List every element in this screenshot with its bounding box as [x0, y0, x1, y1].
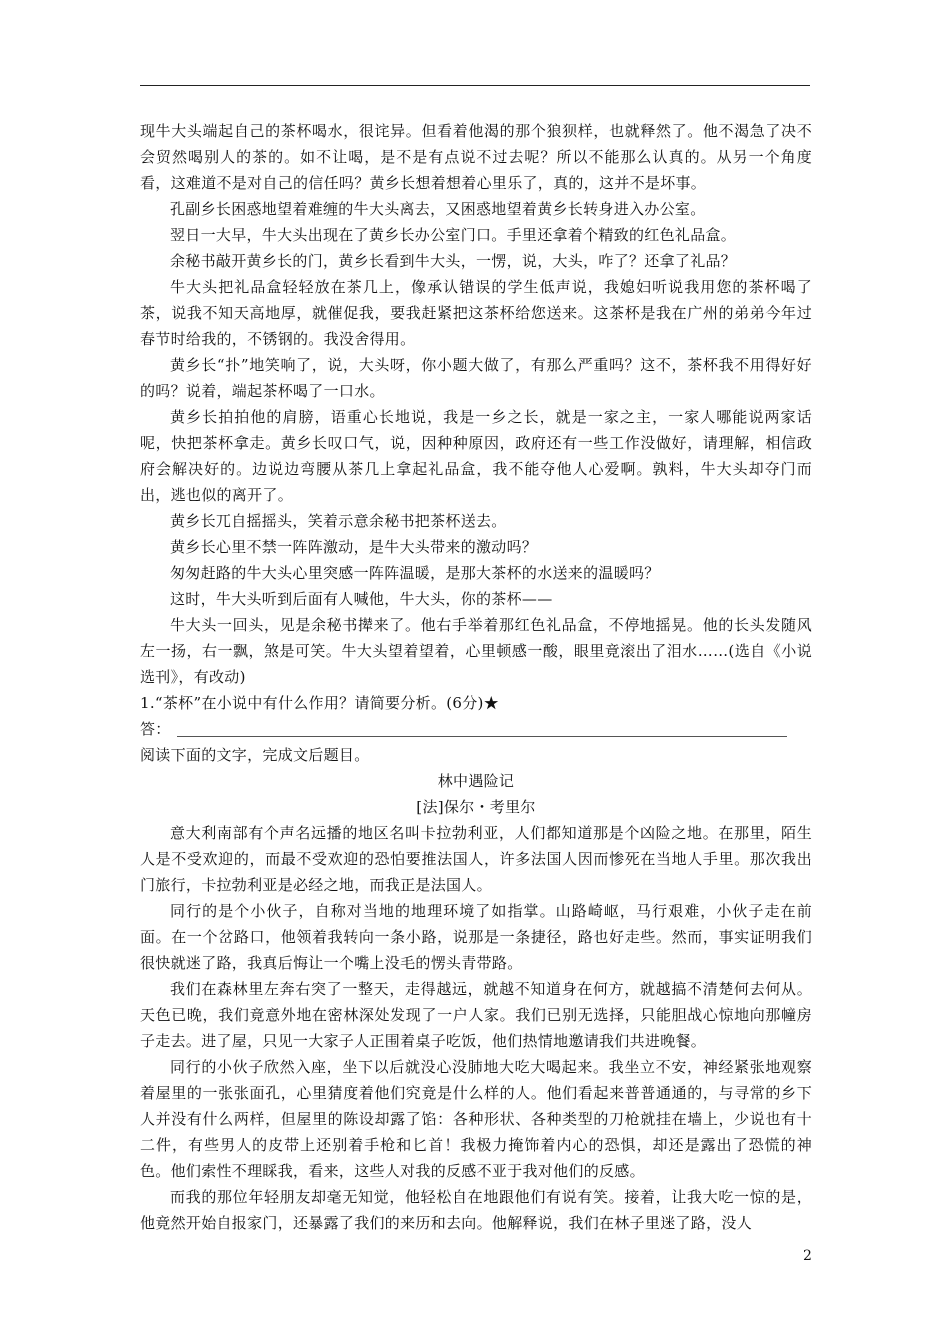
question-1: 1.“茶杯”在小说中有什么作用？请简要分析。(6分)★ [140, 694, 499, 712]
answer-row [140, 716, 812, 742]
answer-line [177, 718, 787, 737]
story2-paragraph: 我们在森林里左奔右突了一整天，走得越远，就越不知道身在何方，就越搞不清楚何去何从。天色已晚，我们竟意外地在密林深处发现了一户人家。我们已别无选择，只能胆战心惊地向那幢房子走去。进了屋，只见一大家子人正围着桌子吃饭，他们热情地邀请我们共进晚餐。 [140, 980, 812, 1050]
story2-paragraph: 同行的小伙子欣然入座，坐下以后就没心没肺地大吃大喝起来。我坐立不安，神经紧张地观察着屋里的一张张面孔，心里猜度着他们究竟是什么样的人。他们看起来普普通通的，与寻常的乡下人并没有什么两样，但屋里的陈设却露了馅：各种形状、各种类型的刀枪就挂在墙上，少说也有十二件，有些男人的皮带上还别着手枪和匕首！我极力掩饰着内心的恐惧，却还是露出了恐慌的神色。他们索性不理睬我，看来，这些人对我的反感不亚于我对他们的反感。 [140, 1058, 812, 1180]
story2-paragraph: 同行的是个小伙子，自称对当地的地理环境了如指掌。山路崎岖，马行艰难，小伙子走在前面。在一个岔路口，他领着我转向一条小路，说那是一条捷径，路也好走些。然而，事实证明我们很快就迷了路，我真后悔让一个嘴上没毛的愣头青带路。 [140, 902, 812, 972]
story1-paragraph: 牛大头一回头，见是余秘书撵来了。他右手举着那红色礼品盒，不停地摇晃。他的长头发随风左一扬，右一飘，煞是可笑。牛大头望着望着，心里顿感一酸，眼里竟滚出了泪水……(选自《小说选刊》，有改动) [140, 616, 812, 686]
story1-paragraph: 黄乡长拍拍他的肩膀，语重心长地说，我是一乡之长，就是一家之主，一家人哪能说两家话呢，快把茶杯拿走。黄乡长叹口气，说，因种种原因，政府还有一些工作没做好，请理解，相信政府会解决好的。边说边弯腰从茶几上拿起礼品盒，我不能夺他人心爱啊。孰料，牛大头却夺门而出，逃也似的离开了。 [140, 408, 812, 504]
story2-title: 林中遇险记 [437, 772, 515, 790]
story1-paragraph: 余秘书敲开黄乡长的门，黄乡长看到牛大头，一愣，说，大头，咋了？还拿了礼品？ [170, 252, 737, 270]
page-number: 2 [803, 1248, 812, 1264]
story1-paragraph: 翌日一大早，牛大头出现在了黄乡长办公室门口。手里还拿着个精致的红色礼品盒。 [170, 226, 737, 244]
story1-paragraph: 孔副乡长困惑地望着难缠的牛大头离去，又困惑地望着黄乡长转身进入办公室。 [170, 200, 706, 218]
story1-paragraph: 黄乡长心里不禁一阵阵激动，是牛大头带来的激动吗？ [170, 538, 538, 556]
story2-paragraph: 而我的那位年轻朋友却毫无知觉，他轻松自在地跟他们有说有笑。接着，让我大吃一惊的是，他竟然开始自报家门，还暴露了我们的来历和去向。他解释说，我们在林子里迷了路，没人 [140, 1188, 812, 1232]
story1-paragraph: 这时，牛大头听到后面有人喊他，牛大头，你的茶杯—— [170, 590, 553, 608]
story1-paragraph: 牛大头把礼品盒轻轻放在茶几上，像承认错误的学生低声说，我媳妇听说我用您的茶杯喝了茶，说我不知天高地厚，就催促我，要我赶紧把这茶杯给您送来。这茶杯是我在广州的弟弟今年过春节时给我的，不锈钢的。我没舍得用。 [140, 278, 812, 348]
reading-instruction: 阅读下面的文字，完成文后题目。 [140, 746, 370, 764]
story1-paragraph: 黄乡长“扑”地笑响了，说，大头呀，你小题大做了，有那么严重吗？这不，茶杯我不用得好好的吗？说着，端起茶杯喝了一口水。 [140, 356, 812, 400]
story2-paragraph: 意大利南部有个声名远播的地区名叫卡拉勃利亚，人们都知道那是个凶险之地。在那里，陌生人是不受欢迎的，而最不受欢迎的恐怕要推法国人，许多法国人因而惨死在当地人手里。那次我出门旅行，卡拉勃利亚是必经之地，而我正是法国人。 [140, 824, 812, 894]
header-rule [140, 85, 810, 86]
document-body [140, 118, 812, 1236]
story1-paragraph: 匆匆赶路的牛大头心里突感一阵阵温暖，是那大茶杯的水送来的温暖吗？ [170, 564, 660, 582]
story1-paragraph: 黄乡长兀自摇摇头，笑着示意余秘书把茶杯送去。 [170, 512, 507, 530]
story2-author: [法]保尔・考里尔 [416, 798, 536, 816]
answer-label: 答： [140, 720, 171, 738]
story1-paragraph: 现牛大头端起自己的茶杯喝水，很诧异。但看着他渴的那个狼狈样，也就释然了。他不渴急了决不会贸然喝别人的茶的。如不让喝，是不是有点说不过去呢？所以不能那么认真的。从另一个角度看，这难道不是对自己的信任吗？黄乡长想着想着心里乐了，真的，这并不是坏事。 [140, 122, 812, 192]
